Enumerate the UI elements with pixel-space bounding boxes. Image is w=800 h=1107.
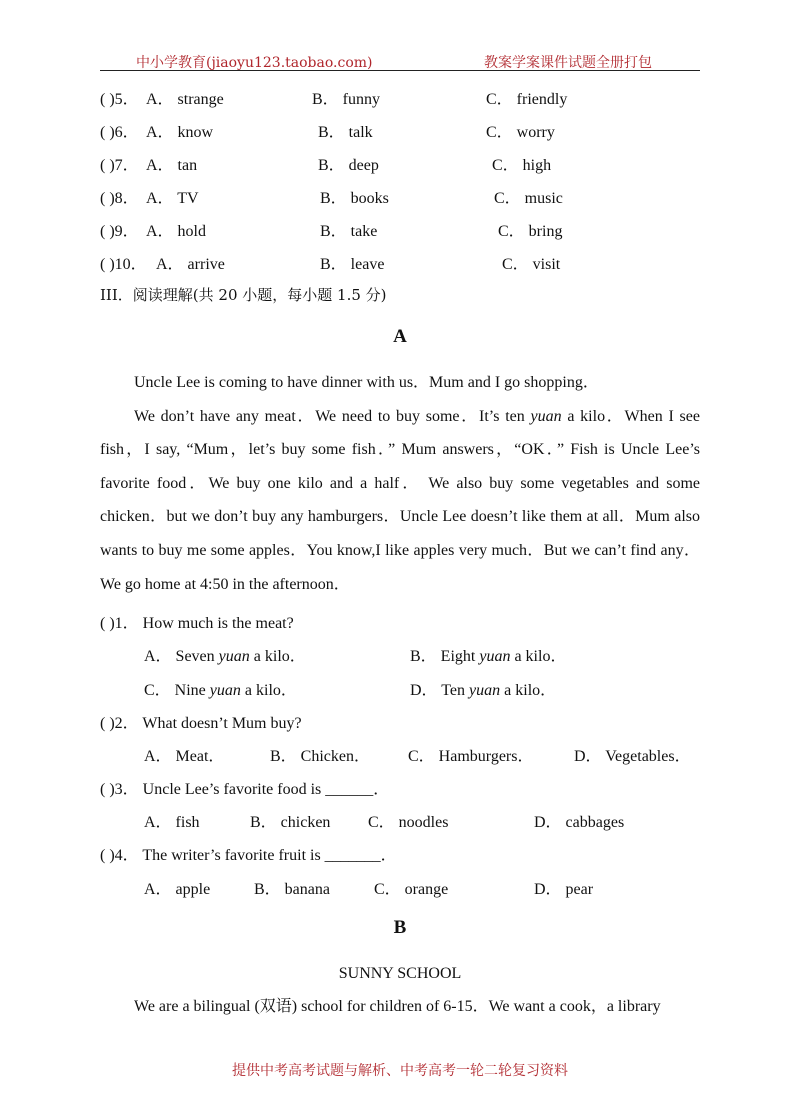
header-right-text: 教案学案课件试题全册打包 bbox=[484, 55, 652, 71]
vocab-option-b: B． talk bbox=[318, 124, 373, 141]
question-3-option-b: B． chicken bbox=[250, 814, 331, 831]
passage-a-heading: A bbox=[393, 326, 407, 347]
passage-a bbox=[100, 366, 700, 601]
question-4-stem: ( )4． The writer’s favorite fruit is _______． bbox=[100, 847, 397, 864]
vocab-option-a: A． know bbox=[146, 124, 214, 141]
header-left-text: 中小学教育(jiaoyu123.taobao.com) bbox=[136, 55, 373, 71]
question-2-option-b: B． Chicken． bbox=[270, 748, 370, 765]
question-3-option-c: C． noodles bbox=[368, 814, 449, 831]
vocab-option-a: A． hold bbox=[146, 223, 207, 240]
vocab-option-a: A． TV bbox=[146, 190, 199, 207]
vocab-option-c: C． friendly bbox=[486, 91, 568, 108]
passage-a-paragraph-1: Uncle Lee is coming to have dinner with us．Mum and I go shopping． bbox=[134, 374, 599, 391]
question-1-option-b: B． Eight yuan a kilo． bbox=[410, 648, 567, 665]
question-3-option-a: A． fish bbox=[144, 814, 200, 831]
question-1-option-d: D． Ten yuan a kilo． bbox=[410, 682, 557, 699]
vocab-option-c: C． worry bbox=[486, 124, 555, 141]
vocab-option-c: C． high bbox=[492, 157, 552, 174]
passage-a-paragraph-2: We don’t have any meat．We need to buy some．It’s ten yuan a kilo．When I see fish，I say, “Mum，let’s buy some fish．” Mum answers，“OK．” Fish is Uncle Lee’s favorite food．We buy one kilo and a half． We also buy some vegetables and some chicken．but we don’t buy any hamburgers．Uncle Lee doesn’t like them at all．Mum also wants to buy me some apples．You know,I like apples very much．But we can’t find any．We go home at 4:50 in the afternoon． bbox=[100, 407, 700, 593]
passage-b bbox=[100, 990, 700, 1024]
question-1-option-a: A． Seven yuan a kilo． bbox=[144, 648, 306, 665]
question-4-option-a: A． apple bbox=[144, 881, 211, 898]
vocab-option-c: C． bring bbox=[498, 223, 563, 240]
question-2-option-d: D． Vegetables． bbox=[574, 748, 691, 765]
vocab-number: ( )7． bbox=[100, 157, 139, 174]
vocab-option-b: B． take bbox=[320, 223, 378, 240]
question-3-stem: ( )3． Uncle Lee’s favorite food is ______． bbox=[100, 781, 390, 798]
footer-text: 提供中考高考试题与解析、中考高考一轮二轮复习资料 bbox=[232, 1063, 568, 1079]
vocab-option-a: A． strange bbox=[146, 91, 224, 108]
vocab-option-b: B． books bbox=[320, 190, 389, 207]
passage-b-title: SUNNY SCHOOL bbox=[338, 965, 462, 982]
vocab-option-b: B． leave bbox=[320, 256, 385, 273]
vocab-number: ( )8． bbox=[100, 190, 139, 207]
vocab-number: ( )5． bbox=[100, 91, 139, 108]
vocab-number: ( )10． bbox=[100, 256, 147, 273]
question-4-option-b: B． banana bbox=[254, 881, 330, 898]
vocab-option-a: A． arrive bbox=[156, 256, 225, 273]
header-divider bbox=[100, 70, 700, 71]
question-4-option-c: C． orange bbox=[374, 881, 449, 898]
section-title: III．阅读理解(共 20 小题，每小题 1.5 分) bbox=[100, 286, 387, 304]
vocab-option-a: A． tan bbox=[146, 157, 198, 174]
question-2-option-a: A． Meat． bbox=[144, 748, 225, 765]
question-1-option-c: C． Nine yuan a kilo． bbox=[144, 682, 297, 699]
question-3-option-d: D． cabbages bbox=[534, 814, 625, 831]
question-1-stem: ( )1． How much is the meat? bbox=[100, 615, 294, 632]
vocab-option-b: B． funny bbox=[312, 91, 381, 108]
passage-b-heading: B bbox=[393, 917, 407, 938]
question-4-option-d: D． pear bbox=[534, 881, 594, 898]
vocab-option-c: C． music bbox=[494, 190, 563, 207]
vocab-option-c: C． visit bbox=[502, 256, 561, 273]
vocab-number: ( )6． bbox=[100, 124, 139, 141]
question-2-option-c: C． Hamburgers． bbox=[408, 748, 534, 765]
question-2-stem: ( )2． What doesn’t Mum buy? bbox=[100, 715, 302, 732]
passage-b-paragraph-1: We are a bilingual (双语) school for children of 6-15．We want a cook，a library bbox=[134, 998, 661, 1015]
vocab-option-b: B． deep bbox=[318, 157, 379, 174]
vocab-number: ( )9． bbox=[100, 223, 139, 240]
